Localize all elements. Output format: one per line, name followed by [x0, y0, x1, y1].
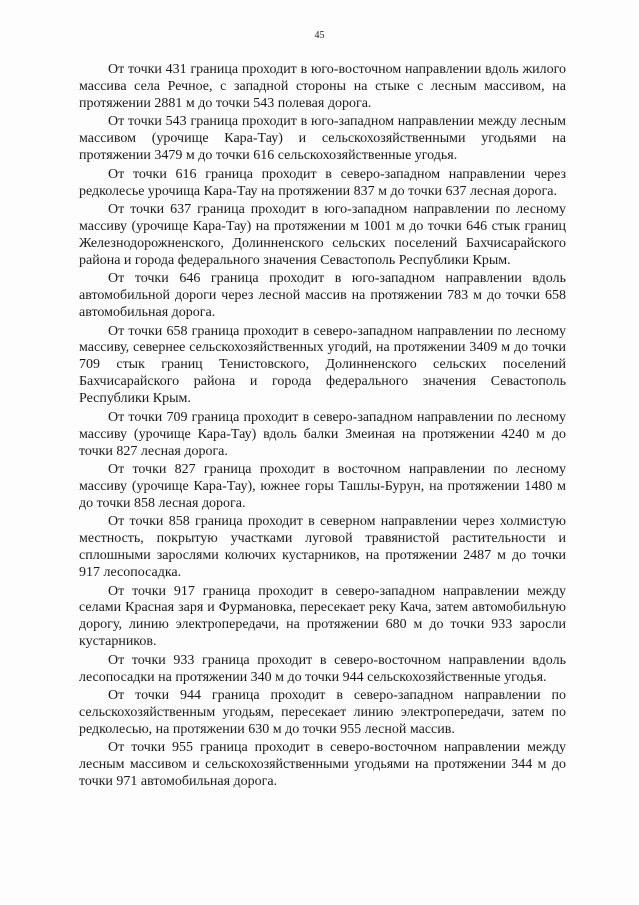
paragraph: От точки 944 граница проходит в северо-западном направлении по сельскохозяйственным угодьям, пересекает линию электропередачи, затем по редколесью, на протяжении 630 м до точки 955 лесной массив.: [79, 688, 566, 737]
paragraph: От точки 646 граница проходит в юго-западном направлении вдоль автомобильной дороги через лесной массив на протяжении 783 м до точки 658 автомобильная дорога.: [79, 271, 566, 321]
paragraph: От точки 658 граница проходит в северо-западном направлении по лесному массиву, севернее сельскохозяйственных угодий, на протяжении 3409 м до точки 709 стык границ Тенистовского, Долинненского сельских поселений Бахчисарайского района и города федерального значения Севастополь Республики Крым.: [79, 323, 566, 407]
page-number: 45: [314, 30, 325, 41]
paragraph: От точки 616 граница проходит в северо-западном направлении через редколесье урочища Кара-Тау на протяжении 837 м до точки 637 лесная дорога.: [79, 166, 566, 199]
document-body: [79, 62, 566, 793]
paragraph: От точки 955 граница проходит в северо-восточном направлении между лесным массивом и сельскохозяйственными угодьями на протяжении 344 м до точки 971 автомобильная дорога.: [79, 740, 566, 790]
paragraph: От точки 858 граница проходит в северном направлении через холмистую местность, покрытую участками луговой травянистой растительности и сплошными зарослями колючих кустарников, на протяжении 2487 м до точки 917 лесопосадка.: [79, 514, 566, 581]
paragraph: От точки 827 граница проходит в восточном направлении по лесному массиву (урочище Кара-Тау), южнее горы Ташлы-Бурун, на протяжении 1480 м до точки 858 лесная дорога.: [79, 462, 566, 511]
paragraph: От точки 917 граница проходит в северо-западном направлении между селами Красная заря и Фурмановка, пересекает реку Кача, затем автомобильную дорогу, линию электропередачи, на протяжении 680 м до точки 933 заросли кустарников.: [79, 583, 566, 650]
paragraph: От точки 637 граница проходит в юго-западном направлении по лесному массиву (урочище Кара-Тау) на протяжении м 1001 м до точки 646 стык границ Железнодорожненского, Долинненского сельских поселений Бахчисарайского района и города федерального значения Севастополь Республики Крым.: [79, 202, 566, 268]
paragraph: От точки 431 граница проходит в юго-восточном направлении вдоль жилого массива села Речное, с западной стороны на стыке с лесным массивом, на протяжении 2881 м до точки 543 полевая дорога.: [79, 62, 566, 111]
paragraph: От точки 933 граница проходит в северо-восточном направлении вдоль лесопосадки на протяжении 340 м до точки 944 сельскохозяйственные угодья.: [79, 652, 566, 685]
paragraph: От точки 543 граница проходит в юго-западном направлении между лесным массивом (урочище Кара-Тау) и сельскохозяйственными угодьями на протяжении 3479 м до точки 616 сельскохозяйственные угодья.: [79, 114, 566, 164]
paragraph: От точки 709 граница проходит в северо-западном направлении по лесному массиву (урочище Кара-Тау) вдоль балки Змеиная на протяжении 4240 м до точки 827 лесная дорога.: [79, 409, 566, 459]
